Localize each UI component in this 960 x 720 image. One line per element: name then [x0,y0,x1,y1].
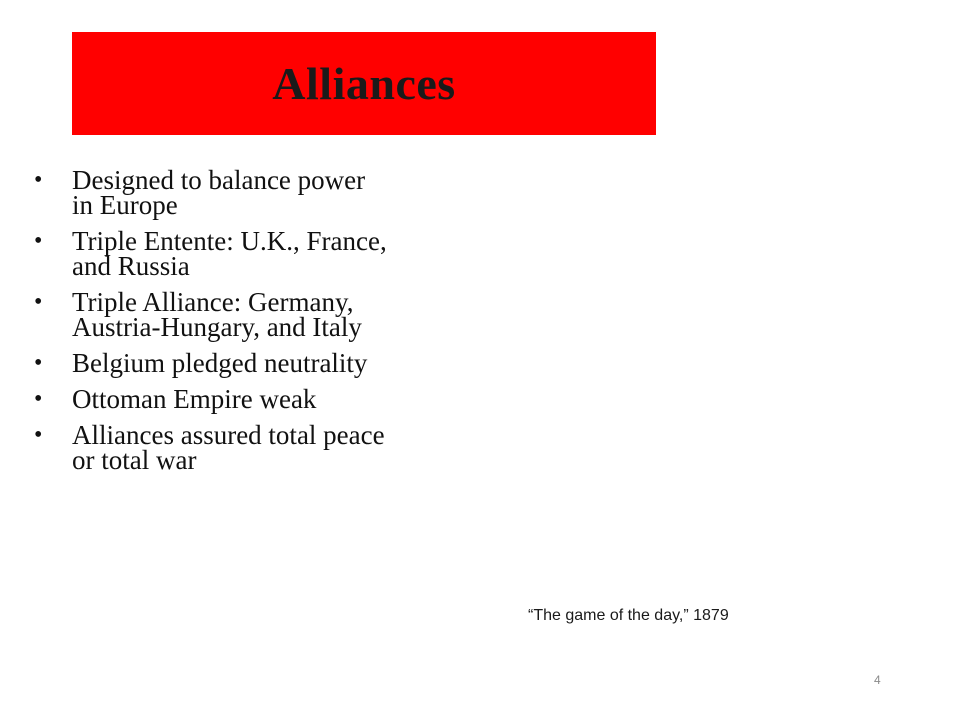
bullet-dot-icon: • [34,289,43,315]
bullet-list [32,165,392,484]
bullet-text: Triple Entente: U.K., France, and Russia [72,226,387,281]
bullet-dot-icon: • [34,350,43,376]
bullet-text: Ottoman Empire weak [72,384,317,414]
bullet-text: Designed to balance power in Europe [72,165,366,220]
bullet-text: Alliances assured total peace or total war [72,420,385,475]
bullet-dot-icon: • [34,422,43,448]
bullet-text: Belgium pledged neutrality [72,348,368,378]
bullet-text: Triple Alliance: Germany, Austria-Hungary, and Italy [72,287,362,342]
bullet-item [32,287,392,342]
bullet-item [32,226,392,281]
bullet-item [32,420,392,475]
bullet-dot-icon: • [34,386,43,412]
bullet-item [32,348,392,378]
slide-title: Alliances [272,58,456,109]
page-number: 4 [874,673,881,687]
bullet-dot-icon: • [34,167,43,193]
bullet-dot-icon: • [34,228,43,254]
bullet-item [32,384,392,414]
title-banner [72,32,656,135]
bullet-item [32,165,392,220]
image-caption: “The game of the day,” 1879 [528,607,729,624]
